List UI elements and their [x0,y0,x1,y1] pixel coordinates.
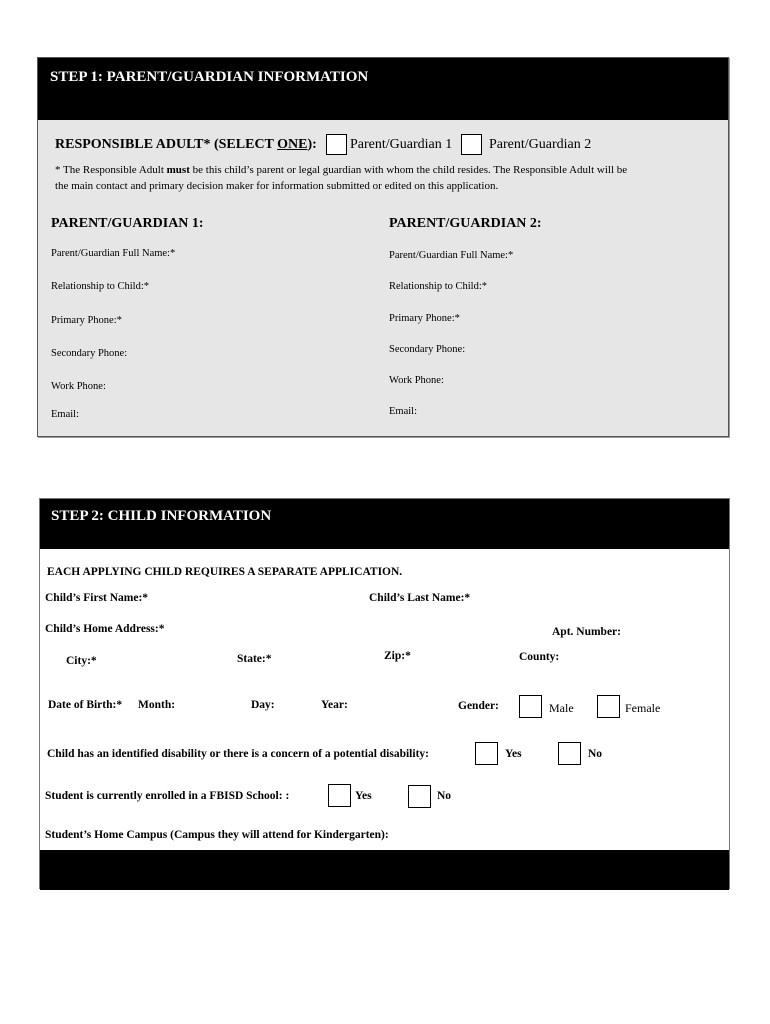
pg2-full-name-field[interactable]: Parent/Guardian Full Name:* [389,250,514,261]
responsible-pg1-checkbox[interactable] [326,134,347,155]
step1-header-bar [38,58,728,120]
responsible-adult-label: RESPONSIBLE ADULT* (SELECT ONE): [55,137,317,152]
enrolled-yes-label: Yes [355,790,372,802]
responsible-pg2-checkbox[interactable] [461,134,482,155]
gender-male-label: Male [549,701,574,715]
county-field[interactable]: County: [519,651,560,663]
apt-number-field[interactable]: Apt. Number: [552,626,621,638]
pg1-work-phone-field[interactable]: Work Phone: [51,381,106,392]
disability-no-checkbox[interactable] [558,742,581,765]
step2-header-bar [40,499,729,549]
pg1-full-name-field[interactable]: Parent/Guardian Full Name:* [51,248,176,259]
pg2-work-phone-field[interactable]: Work Phone: [389,375,444,386]
pg1-relationship-field[interactable]: Relationship to Child:* [51,281,150,292]
enrolled-question: Student is currently enrolled in a FBISD School: : [45,790,290,802]
last-name-field[interactable]: Child’s Last Name:* [369,592,471,604]
zip-field[interactable]: Zip:* [384,650,411,662]
pg2-primary-phone-field[interactable]: Primary Phone:* [389,313,460,324]
responsible-note-line1: * The Responsible Adult must be this child’s parent or legal guardian with whom the child resides. The Responsible Adult will be [55,164,628,176]
disability-yes-checkbox[interactable] [475,742,498,765]
dob-month-field[interactable]: Month: [138,699,176,711]
gender-female-label: Female [625,701,661,715]
pg2-heading: PARENT/GUARDIAN 2: [389,216,542,231]
step2-bottom-bar [40,850,729,890]
first-name-field[interactable]: Child’s First Name:* [45,592,149,604]
gender-label: Gender: [458,700,499,712]
enrolled-no-checkbox[interactable] [408,785,431,808]
step1-section [37,57,729,437]
city-field[interactable]: City:* [66,655,97,667]
disability-no-label: No [588,748,603,760]
dob-label: Date of Birth:* [48,699,123,711]
pg1-secondary-phone-field[interactable]: Secondary Phone: [51,348,128,359]
responsible-pg1-label: Parent/Guardian 1 [350,137,453,152]
responsible-note-line2: the main contact and primary decision maker for information submitted or edited on this application. [55,180,499,192]
home-campus-field[interactable]: Student’s Home Campus (Campus they will attend for Kindergarten): [45,829,389,841]
dob-day-field[interactable]: Day: [251,699,275,711]
enrolled-no-label: No [437,790,452,802]
gender-female-checkbox[interactable] [597,695,620,718]
pg1-email-field[interactable]: Email: [51,409,79,420]
pg2-email-field[interactable]: Email: [389,406,417,417]
pg2-relationship-field[interactable]: Relationship to Child:* [389,281,488,292]
enrolled-yes-checkbox[interactable] [328,784,351,807]
state-field[interactable]: State:* [237,653,272,665]
dob-year-field[interactable]: Year: [321,699,348,711]
separate-application-note: EACH APPLYING CHILD REQUIRES A SEPARATE APPLICATION. [47,566,403,578]
step2-title: STEP 2: CHILD INFORMATION [51,508,272,524]
pg2-secondary-phone-field[interactable]: Secondary Phone: [389,344,466,355]
home-address-field[interactable]: Child’s Home Address:* [45,623,165,635]
step2-section [39,498,730,889]
pg1-primary-phone-field[interactable]: Primary Phone:* [51,315,122,326]
gender-male-checkbox[interactable] [519,695,542,718]
responsible-pg2-label: Parent/Guardian 2 [489,137,592,152]
disability-question: Child has an identified disability or there is a concern of a potential disability: [47,748,429,760]
step1-title: STEP 1: PARENT/GUARDIAN INFORMATION [50,69,369,85]
disability-yes-label: Yes [505,748,522,760]
pg1-heading: PARENT/GUARDIAN 1: [51,216,204,231]
